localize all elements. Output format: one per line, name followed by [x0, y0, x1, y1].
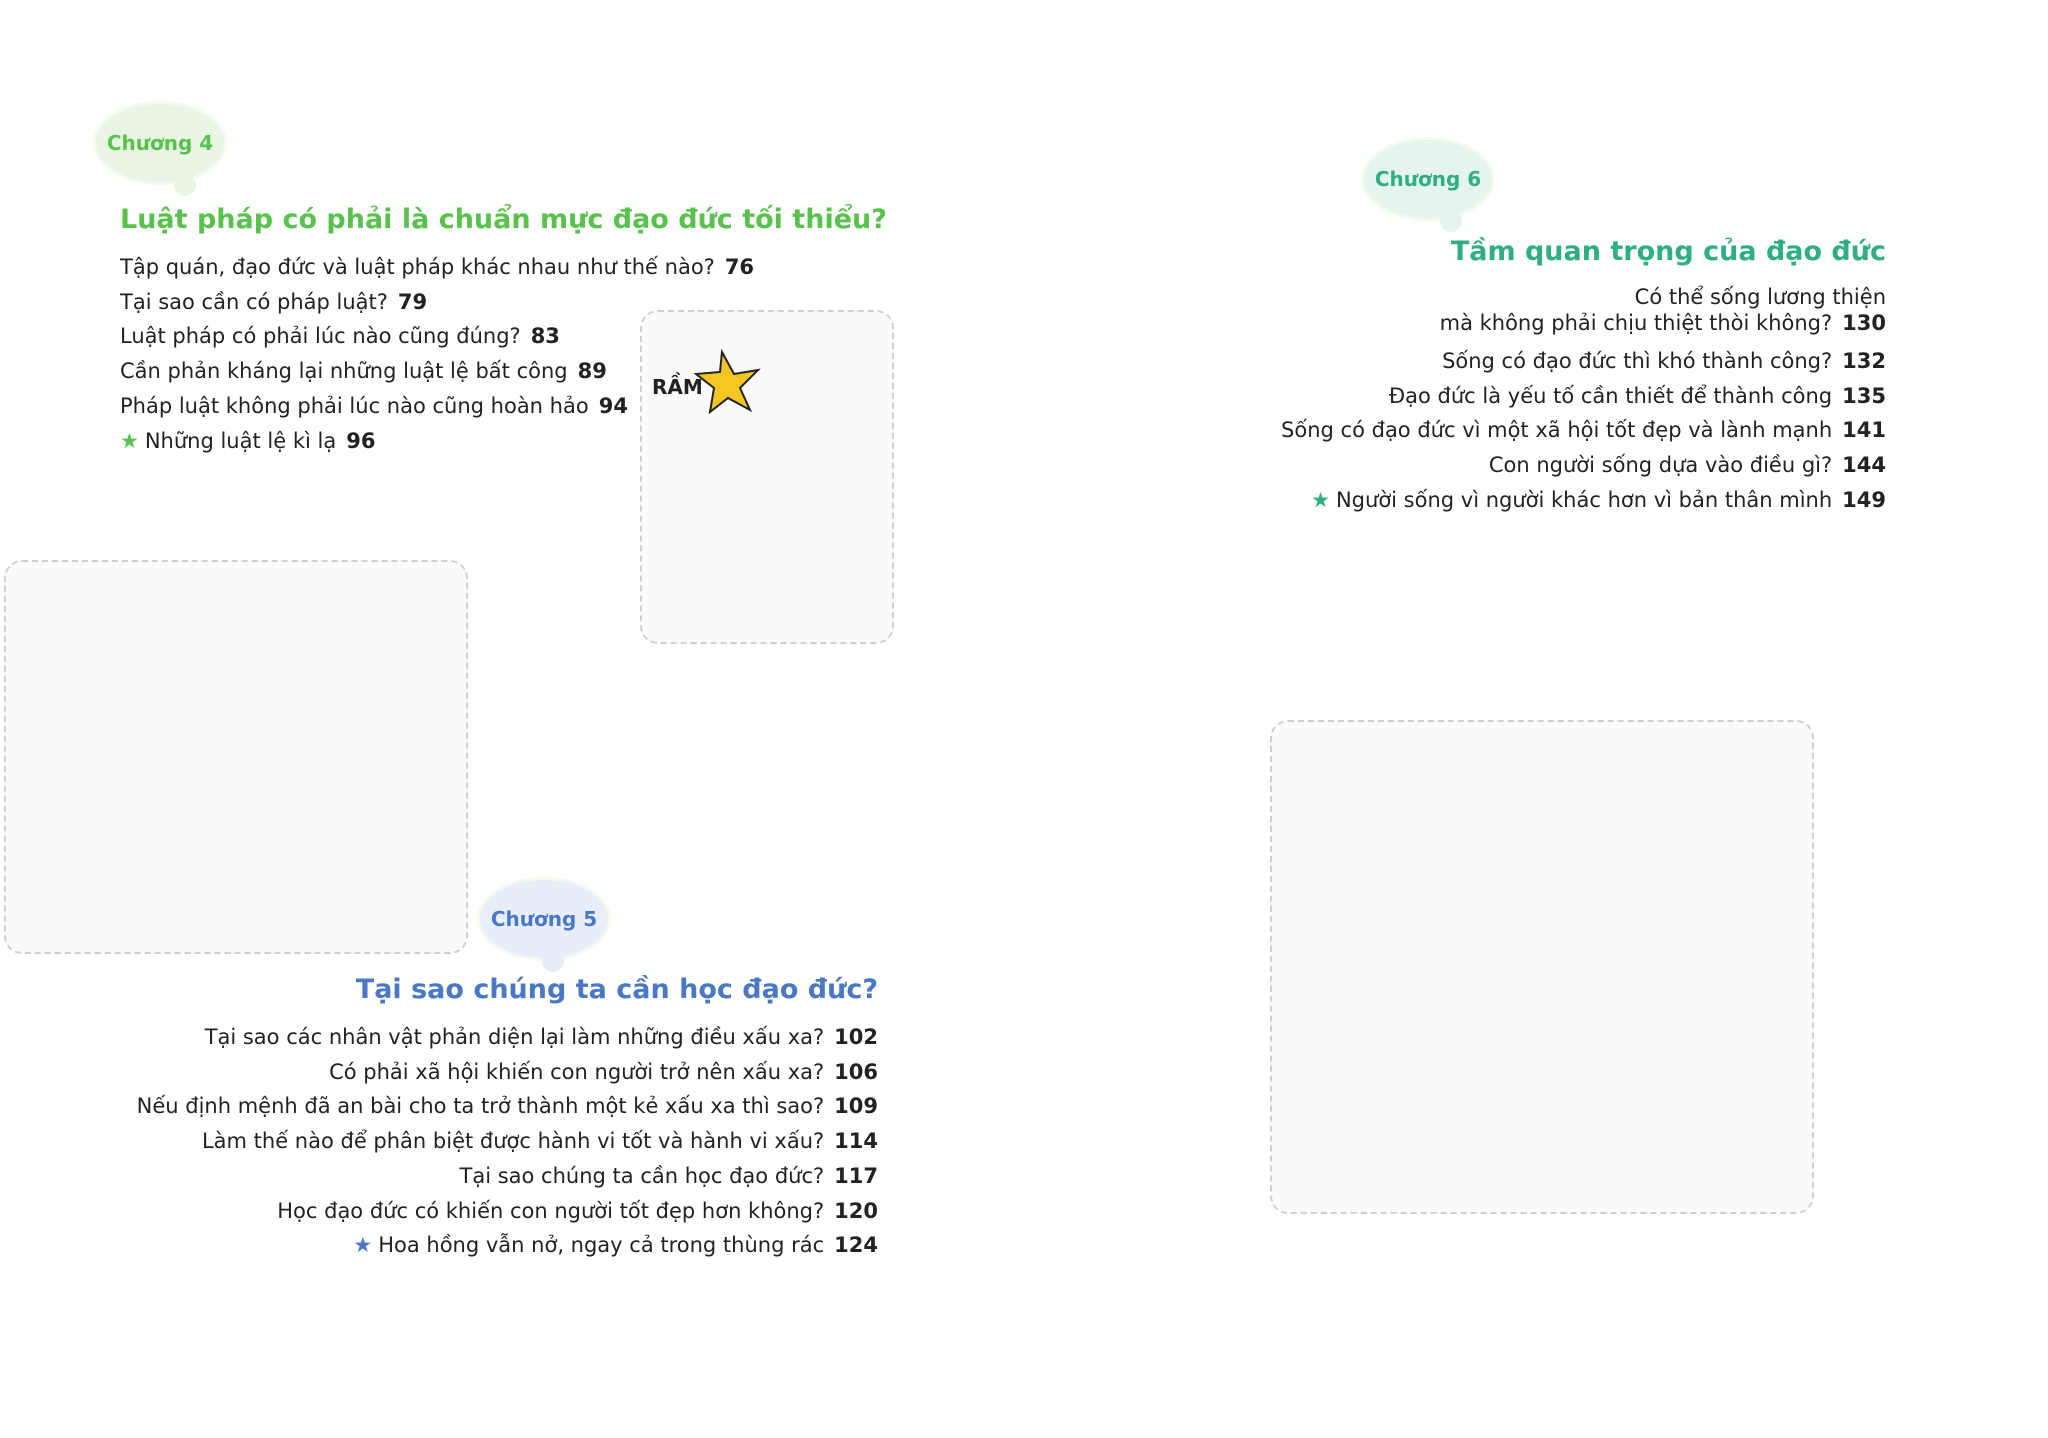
toc-item-text: Pháp luật không phải lúc nào cũng hoàn hảo [120, 393, 589, 418]
toc-item-text: mà không phải chịu thiệt thòi không? [1439, 311, 1833, 335]
toc-item-page: 79 [397, 289, 428, 314]
toc-item-page: 135 [1842, 383, 1886, 408]
chapter-5-title: Tại sao chúng ta cần học đạo đức? [355, 974, 878, 1005]
toc-item-page: 83 [530, 324, 560, 349]
toc-item-page: 102 [834, 1025, 878, 1049]
toc-item-text: Người sống vì người khác hơn vì bản thân mình [1335, 487, 1833, 512]
chapter-4-title: Luật pháp có phải là chuẩn mực đạo đức tối thiểu? [120, 204, 887, 235]
toc-item [137, 1055, 878, 1090]
illustration-shouting-man [640, 310, 894, 644]
toc-item [1281, 379, 1886, 414]
toc-item-text: Luật pháp có phải lúc nào cũng đúng? [120, 324, 521, 349]
toc-item-text: Làm thế nào để phân biệt được hành vi tốt và hành vi xấu? [201, 1129, 825, 1154]
toc-item [1281, 413, 1886, 448]
toc-item [1281, 344, 1886, 379]
toc-item-text: Hoa hồng vẫn nở, ngay cả trong thùng rác [378, 1233, 825, 1258]
toc-item-page: 117 [834, 1163, 878, 1188]
toc-item-text: Học đạo đức có khiến con người tốt đẹp hơn không? [277, 1198, 825, 1223]
toc-item-page: 132 [1842, 349, 1886, 373]
toc-item-page: 120 [834, 1198, 878, 1223]
chapter-6-toc [1281, 284, 1886, 518]
toc-item-page: 141 [1842, 418, 1886, 443]
toc-item [137, 1159, 878, 1194]
toc-item-text: Tại sao cần có pháp luật? [120, 289, 388, 314]
chapter-4-badge: Chương 4 [96, 104, 224, 182]
toc-item [137, 1020, 878, 1055]
toc-item-text: Tại sao các nhân vật phản diện lại làm những điều xấu xa? [204, 1025, 825, 1049]
toc-item-page: 114 [834, 1129, 878, 1154]
toc-item-page: 96 [346, 428, 376, 453]
toc-item-page: 106 [834, 1059, 878, 1084]
chapter-5-toc [137, 1020, 878, 1263]
toc-item-text: Con người sống dựa vào điều gì? [1488, 453, 1833, 478]
shout-caption: RẦM [652, 375, 703, 399]
illustration-foot-washing [4, 560, 468, 954]
toc-item [137, 1124, 878, 1159]
toc-item-text: Tập quán, đạo đức và luật pháp khác nhau như thế nào? [120, 255, 715, 279]
toc-item-text: Sống có đạo đức vì một xã hội tốt đẹp và lành mạnh [1281, 418, 1833, 443]
toc-item-text: Nếu định mệnh đã an bài cho ta trở thành một kẻ xấu xa thì sao? [136, 1094, 825, 1119]
chapter-5-badge: Chương 5 [480, 880, 608, 958]
toc-item [1281, 448, 1886, 483]
toc-item-page: 89 [577, 359, 607, 384]
chapter-6-title: Tầm quan trọng của đạo đức [1450, 236, 1886, 267]
toc-item [1281, 284, 1886, 344]
toc-item [137, 1194, 878, 1229]
toc-item [137, 1228, 878, 1263]
toc-item-text-line-1: Có thể sống lương thiện [1634, 285, 1886, 309]
toc-item-text: Đạo đức là yếu tố cần thiết để thành công [1388, 383, 1833, 408]
toc-item-page: 109 [834, 1094, 878, 1119]
star-icon: ★ [353, 1233, 373, 1258]
toc-item [120, 250, 754, 285]
toc-item-page: 94 [598, 393, 628, 418]
toc-item-text: Cần phản kháng lại những luật lệ bất công [120, 359, 568, 384]
toc-item-text: Có phải xã hội khiến con người trở nên xấu xa? [329, 1059, 825, 1084]
toc-item-page: 144 [1842, 453, 1886, 478]
chapter-6-badge: Chương 6 [1364, 140, 1492, 218]
toc-item-page: 149 [1842, 487, 1886, 512]
toc-item [1281, 483, 1886, 518]
illustration-man-with-portrait [1270, 720, 1814, 1214]
toc-item-text: Tại sao chúng ta cần học đạo đức? [459, 1163, 825, 1188]
toc-item-page: 76 [724, 255, 755, 279]
star-icon: ★ [120, 428, 139, 453]
toc-item-page: 124 [834, 1233, 878, 1258]
toc-item-page: 130 [1842, 311, 1886, 335]
toc-item-text: Sống có đạo đức thì khó thành công? [1442, 349, 1833, 373]
toc-item [137, 1089, 878, 1124]
toc-item-text: Những luật lệ kì lạ [144, 428, 337, 453]
star-icon: ★ [1311, 487, 1330, 512]
